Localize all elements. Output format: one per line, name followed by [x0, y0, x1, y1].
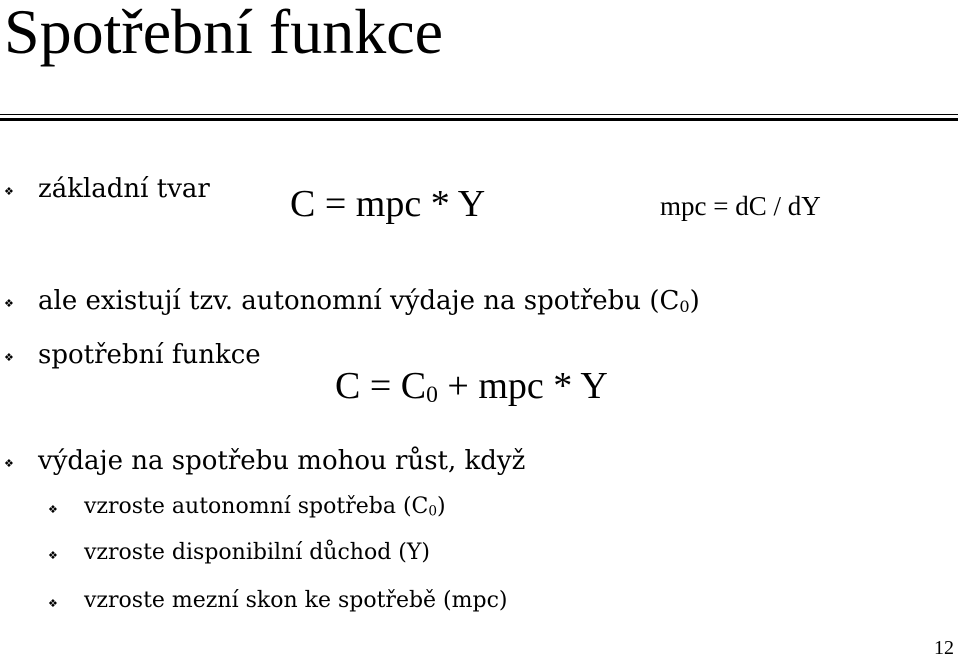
page-number: 12: [934, 637, 954, 659]
bullet-icon: ❖: [4, 457, 14, 470]
bullet-item-growth: výdaje na spotřebu mohou růst, když: [38, 446, 526, 476]
formula-full: [335, 364, 608, 410]
closing-paren: ): [689, 286, 700, 316]
bullet-item-autonomous-text: ale existují tzv. autonomní výdaje na spotřebu (C: [38, 286, 680, 316]
formula-full-suffix: + mpc * Y: [437, 365, 608, 407]
formula-basic: C = mpc * Y: [290, 183, 486, 225]
bullet-item-autonomous: [38, 286, 700, 317]
subitem-disposable-income: vzroste disponibilní důchod (Y): [84, 540, 430, 565]
bullet-icon: ❖: [48, 549, 58, 562]
bullet-icon: ❖: [4, 185, 14, 198]
bullet-icon: ❖: [48, 503, 58, 516]
title-divider: [0, 114, 958, 121]
formula-mpc-definition: mpc = dC / dY: [660, 191, 821, 221]
bullet-icon: ❖: [4, 351, 14, 364]
bullet-item-basic-form: základní tvar: [38, 174, 210, 204]
subscript-zero: 0: [679, 296, 690, 316]
subitem-mpc: vzroste mezní skon ke spotřebě (mpc): [84, 588, 508, 613]
subscript-zero: 0: [428, 503, 438, 520]
subitem-autonomous-growth: [84, 494, 446, 520]
bullet-icon: ❖: [4, 297, 14, 310]
formula-full-prefix: C = C: [335, 365, 427, 407]
subitem-autonomous-growth-text: vzroste autonomní spotřeba (C: [84, 494, 429, 519]
bullet-item-consumption-function: spotřební funkce: [38, 340, 261, 370]
formula-full-subscript: 0: [426, 382, 438, 409]
bullet-icon: ❖: [48, 597, 58, 610]
slide-title: Spotřební funkce: [4, 0, 443, 67]
closing-paren: ): [437, 494, 446, 519]
